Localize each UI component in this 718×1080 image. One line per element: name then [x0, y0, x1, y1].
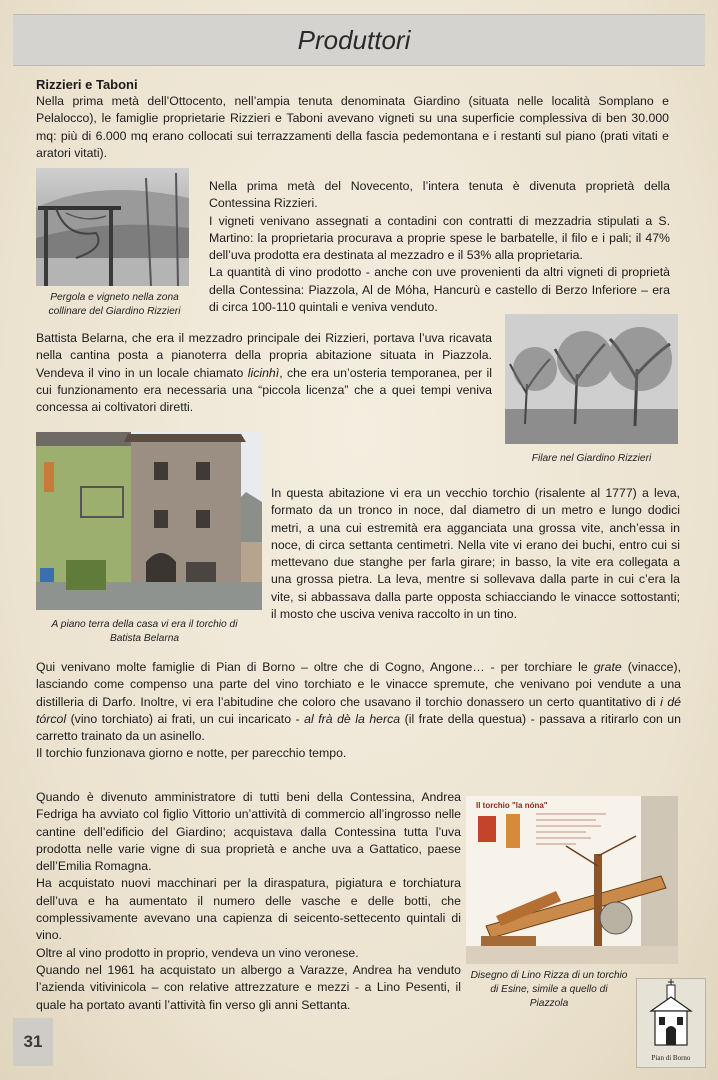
paragraph-6	[36, 789, 461, 1014]
paragraph-2	[209, 178, 670, 316]
filare-photo	[505, 314, 678, 444]
drawing-title: Il torchio "la nóna"	[476, 801, 548, 810]
paragraph-2a: Nella prima metà del Novecento, l’intera tenuta è divenuta proprietà della Contessina Rizzieri.	[209, 179, 670, 211]
caption-pergola: Pergola e vigneto nella zona collinare del Giardino Rizzieri	[48, 292, 181, 317]
paragraph-1: Nella prima metà dell’Ottocento, nell’ampia tenuta denominata Giardino (situata nelle località Somplano e Pelalocco), le famiglie proprietarie Rizzieri e Taboni avevano vigneti su una superficie complessiva di ben 30.000 mq: più di 6.000 mq erano collocati sui terrazzamenti della fascia pedemontana e i restanti sul piano (prati vitati e aratori vitati).	[36, 94, 669, 160]
paragraph-5	[36, 659, 681, 763]
paragraph-6a: Quando è divenuto amministratore di tutti beni della Contessina, Andrea Fedriga ha avviato col figlio Vittorio un’attività di commercio all’ingrosso nelle cantine dell’edificio del Giardino; acquistava dalla Contessina tutta l’uva prodotta nelle varie vigne di sua proprietà e anche uva a Gattatico, paese dell’Emilia Romagna.	[36, 790, 461, 874]
paragraph-3	[36, 330, 492, 416]
house-photo	[36, 432, 262, 610]
paragraph-4	[271, 485, 680, 623]
intro-section	[36, 76, 669, 162]
paragraph-6d: Quando nel 1961 ha acquistato un albergo a Varazze, Andrea ha venduto l’azienda vitivinicola – con relative attrezzature e mezzi - a Lino Pesenti, il quale ha portato avanti l’attività fin verso gli anni Settanta.	[36, 962, 461, 1012]
paragraph-2b: I vigneti venivano assegnati a contadini con contratti di mezzadria stipulati a S. Martino: la proprietaria procurava a proprie spese le barbatelle, il filo e i pali; il 47% dell’uva prodotta era destinata al mezzadro e il 53% alla proprietaria.	[209, 213, 670, 263]
page-number: 31	[13, 1018, 53, 1066]
paragraph-5-c: (vino torchiato) ai frati, un cui incaricato -	[66, 711, 305, 726]
paragraph-6b: Ha acquistato nuovi macchinari per la diraspatura, pigiatura e torchiatura dell’uva e ha aumentato il numero delle vasche e delle botti, che complessivamente avevano una capienza di seicento-settecento quintali di vino.	[36, 876, 461, 943]
paragraph-5-em2: i dé tórcol	[36, 694, 682, 726]
page-title: Produttori	[297, 24, 411, 55]
paragraph-4-text: In questa abitazione vi era un vecchio torchio (risalente al 1777) a leva, formato da un tronco in noce, dal diametro di un metro e lungo dodici metri, a una cui estremità era agganciata una grossa vite, anch’essa in noce, di circa settanta centimetri. Nella vite vi erano dei buchi, entro cui si mettevano due stanghe per farla girare; in basso, la vite era collegata a una grossa pietra. La leva, mentre si sollevava dalla parte in cui c’era la vite, si abbassava dalla parte opposta schiacciando le vinacce sottostanti; il mosto che usciva veniva raccolto in un tino.	[271, 486, 680, 622]
paragraph-3-em: licinhì	[247, 365, 280, 380]
paragraph-5-em1: grate	[593, 660, 622, 674]
paragraph-6c: Oltre al vino prodotto in proprio, vendeva un vino veronese.	[36, 945, 359, 960]
paragraph-5-em3: al frà dè la herca	[304, 711, 401, 726]
paragraph-5-a: Qui venivano molte famiglie di Pian di Borno – oltre che di Cogno, Angone… - per torchiare le	[36, 660, 594, 674]
church-logo	[636, 978, 706, 1068]
paragraph-5-b: (vinacce), lasciando come compenso una parte del vino torchiato e le vinacce spremute, che venivano poi vendute a una distilleria di Darfo. Inoltre, vi era l’abitudine che coloro che usavano il torchio donassero un certo quantitativo di	[36, 660, 681, 709]
paragraph-5-d: (il frate della questua) - passava a ritirarlo con un carretto trainato da un asinello.	[36, 711, 681, 744]
section-subtitle: Rizzieri e Taboni	[36, 77, 138, 92]
pergola-photo	[36, 168, 189, 286]
caption-filare: Filare nel Giardino Rizzieri	[531, 453, 652, 464]
paragraph-2c: La quantità di vino prodotto - anche con uve provenienti da altri vigneti di proprietà della Contessina: Piazzola, Al de Móha, Hancurù e castello di Berzo Inferiore – era di circa 100-110 quintali e veniva venduto.	[209, 265, 670, 315]
title-bar	[13, 14, 705, 66]
caption-casa: A piano terra della casa vi era il torchio di Batista Belarna	[51, 619, 238, 644]
paragraph-3-pre: Battista Belarna, che era il mezzadro principale dei Rizzieri, portava l’uva ricavata nella cantina posta a pianoterra della propria abitazione situata in Piazzola. Vendeva il vino in un locale chiamato	[36, 331, 492, 380]
paragraph-5-last: Il torchio funzionava giorno e notte, per parecchio tempo.	[36, 746, 347, 761]
paragraph-3-post: , che era un’osteria temporanea, per il cui funzionamento era necessaria una “piccola licenza” che a quei tempi veniva concessa ai coltivatori diretti.	[36, 365, 492, 415]
torchio-drawing	[466, 796, 678, 964]
caption-torchio: Disegno di Lino Rizza di un torchio di Esine, simile a quello di Piazzola	[470, 970, 628, 1009]
logo-text: Pian di Borno	[651, 1054, 691, 1062]
church-icon	[637, 979, 705, 1049]
